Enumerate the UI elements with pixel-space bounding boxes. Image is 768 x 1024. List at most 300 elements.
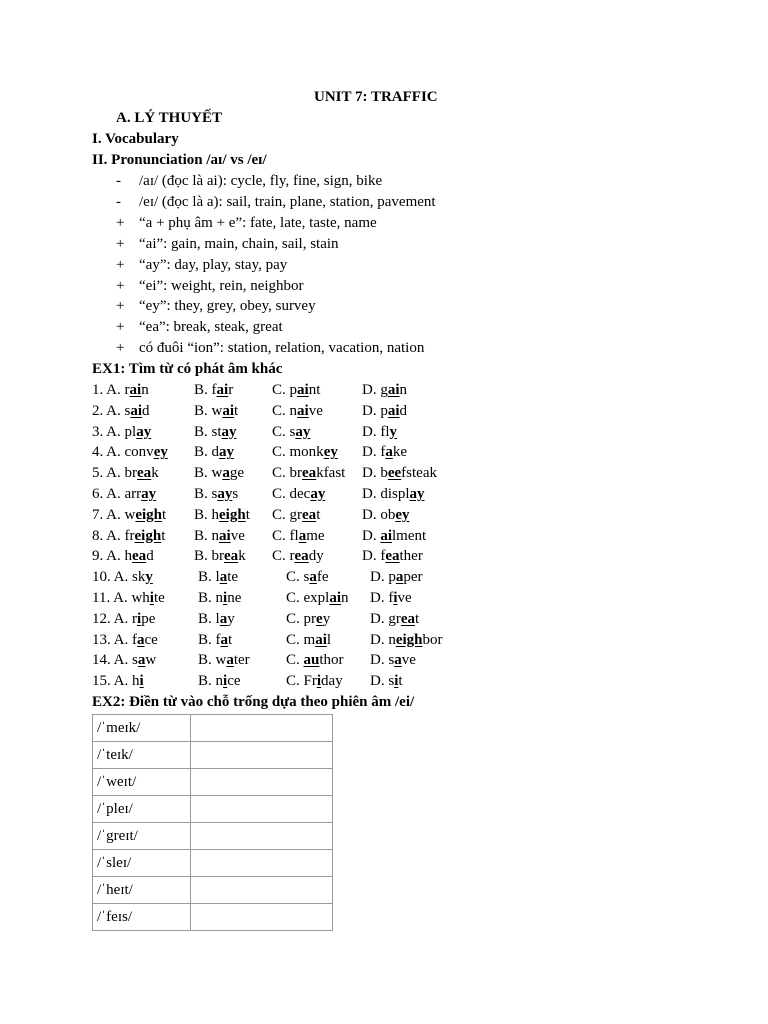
word-part: day [321,673,343,690]
word-part: displ [380,486,410,502]
option-letter: B. [198,569,216,586]
word-part: s [303,569,310,586]
option-letter: 9. A. [92,548,125,565]
option-letter: B. [194,548,212,565]
option-letter: C. [286,610,304,627]
ex1-option [370,631,443,649]
word-part: r [228,382,234,398]
option-letter: B. [198,631,216,648]
ex2-table [92,714,333,931]
underlined-sound: ea [224,548,239,565]
ex1-option [92,527,165,545]
ex1-option [92,381,149,399]
option-letter: C. [286,652,304,669]
word-part: n [289,402,298,419]
underlined-sound: ea [294,548,309,565]
underlined-sound: ai [130,402,143,419]
word-part: f [215,631,221,648]
word-part: b [380,465,388,482]
option-letter: 12. A. [92,610,133,627]
pron-item-text: “a + phụ âm + e”: fate, late, taste, name [139,214,377,231]
underlined-sound: ai [329,590,342,606]
word-part: per [403,569,423,586]
word-part: s [232,486,239,502]
underlined-sound: ay [219,444,235,461]
ex2-row [93,850,333,877]
option-letter: D. [362,548,381,565]
word-part: fr [124,527,135,544]
ipa-cell: /ˈgreɪt/ [93,823,191,850]
ex1-option [370,568,423,586]
option-letter: B. [198,610,216,627]
word-part: t [161,527,166,544]
word-part: Fr [303,673,317,690]
underlined-sound: i [316,673,322,690]
ex1-option [286,631,331,649]
word-part: t [415,610,420,627]
ipa-cell: /ˈpleɪ/ [93,796,191,823]
underlined-sound: ee [387,465,402,482]
word-part: k [151,465,159,482]
word-part: te [153,590,165,606]
option-letter: D. [370,673,389,690]
option-letter: D. [362,527,381,544]
underlined-sound: i [139,673,144,690]
underlined-sound: ea [400,610,416,627]
word-part: s [211,486,218,502]
option-letter: 14. A. [92,652,133,669]
word-part: ve [230,527,245,544]
ex1-option [92,547,154,565]
ex1-heading: EX1: Tìm từ có phát âm khác [92,361,283,377]
ex1-option [198,610,235,628]
page-title: UNIT 7: TRAFFIC [314,89,438,105]
option-letter: C. [272,486,290,502]
pron-item-text: có đuôi “ion”: station, relation, vacation, nation [139,340,425,357]
ex1-option [92,651,156,669]
word-part: ge [229,465,245,482]
underlined-sound: a [137,652,146,669]
word-part: fl [289,527,299,544]
pron-item-text: “ay”: day, play, stay, pay [139,256,288,273]
ex1-option [272,527,325,545]
option-letter: C. [272,465,290,482]
option-letter: 5. A. [92,465,125,482]
option-letter: B. [198,652,216,669]
word-part: expl [303,590,330,606]
word-part: ke [392,444,408,461]
ex1-option [194,527,245,545]
word-part: fl [380,423,390,440]
word-part: t [228,631,233,648]
underlined-sound: ey [153,444,168,461]
option-letter: B. [198,590,216,606]
option-letter: 6. A. [92,486,125,502]
word-part: f [380,444,386,461]
word-part: wh [131,590,150,606]
underlined-sound: ai [129,382,142,398]
word-part: g [380,382,388,398]
underlined-sound: y [389,423,398,440]
ex2-row [93,796,333,823]
word-part: te [227,569,239,586]
pron-bullet: + [116,235,125,252]
answer-cell[interactable] [191,877,333,904]
word-part: l [215,569,220,586]
option-letter: D. [362,382,381,398]
word-part: d [399,402,408,419]
word-part: ce [144,631,158,648]
underlined-sound: ea [302,506,317,523]
ex1-option [272,485,325,503]
word-part: gr [289,506,303,523]
ipa-cell: /ˈmeɪk/ [93,715,191,742]
underlined-sound: a [219,610,228,627]
word-part: n [215,673,224,690]
word-part: l [326,631,332,648]
pron-bullet: + [116,298,125,315]
underlined-sound: ea [385,548,400,565]
word-part: t [398,673,403,690]
ex1-option [362,381,407,399]
underlined-sound: i [149,590,154,606]
ex2-row [93,742,333,769]
ex1-option [194,506,250,524]
answer-cell[interactable] [191,850,333,877]
option-letter: D. [370,652,389,669]
underlined-sound: ai [216,382,229,398]
word-part: h [124,548,133,565]
ex1-option [194,485,238,503]
option-letter: 10. A. [92,569,133,586]
word-part: p [289,382,298,398]
word-part: w [145,652,157,669]
word-part: kfast [316,465,346,482]
ex2-row [93,769,333,796]
underlined-sound: ai [297,382,309,398]
word-part: ther [399,548,423,565]
pron-bullet: + [116,256,125,273]
option-letter: 8. A. [92,527,125,544]
pron-item-text: /aɪ/ (đọc là ai): cycle, fly, fine, sign, bike [139,173,383,189]
word-part: m [303,631,316,648]
word-part: ve [397,590,412,606]
ex1-option [370,672,403,690]
ex1-option [362,423,397,441]
ex1-option [286,568,329,586]
word-part: thor [319,652,344,669]
underlined-sound: a [226,652,234,669]
ex1-option [370,589,412,607]
option-letter: D. [362,402,381,419]
option-letter: B. [198,673,216,690]
word-part: t [162,506,167,523]
ex2-row [93,877,333,904]
word-part: w [211,465,223,482]
pron-item-text: “ei”: weight, rein, neighbor [139,277,304,294]
word-part: fe [316,569,329,586]
word-part: sk [132,569,146,586]
word-part: r [289,548,295,565]
underlined-sound: ea [137,465,152,482]
word-part: s [124,402,131,419]
underlined-sound: e [316,610,323,627]
ipa-cell: /ˈweɪt/ [93,769,191,796]
word-part: n [215,590,224,606]
ex1-option [362,506,410,524]
option-letter: 4. A. [92,444,125,461]
ex1-option [286,610,330,628]
word-part: monk [289,444,324,461]
option-letter: 2. A. [92,402,125,419]
option-letter: B. [194,423,212,440]
ex1-option [272,381,320,399]
option-letter: C. [286,631,304,648]
ex1-option [370,610,419,628]
word-part: pl [124,423,137,440]
underlined-sound: eigh [135,506,163,523]
word-part: ne [227,590,242,606]
underlined-sound: a [137,631,145,648]
underlined-sound: a [394,652,402,669]
ex1-option [286,672,343,690]
ex2-heading: EX2: Điền từ vào chỗ trống dựa theo phiên âm /ei/ [92,694,415,710]
option-letter: C. [272,548,290,565]
option-letter: 11. A. [92,590,132,606]
option-letter: D. [370,610,389,627]
pronunciation-heading: II. Pronunciation /aɪ/ vs /eɪ/ [92,152,267,168]
ex1-option [272,443,338,461]
ex1-option [272,402,323,420]
ex1-option [194,423,237,441]
ex1-option [198,631,232,649]
underlined-sound: eigh [395,631,423,648]
word-part: ve [401,652,416,669]
word-part: f [211,382,217,398]
answer-cell[interactable] [191,715,333,742]
ex1-option [92,568,153,586]
answer-cell[interactable] [191,904,333,931]
word-part: p [388,569,396,586]
option-letter: C. [286,590,304,606]
word-part: s [132,652,138,669]
word-part: br [124,465,138,482]
word-part: me [306,527,325,544]
ex1-option [92,402,150,420]
pron-bullet: - [116,193,121,210]
underlined-sound: ay [295,423,311,440]
word-part: f [132,631,138,648]
option-letter: 15. A. [92,673,133,690]
ex1-option [286,589,349,607]
underlined-sound: a [395,569,404,586]
option-letter: C. [286,569,304,586]
word-part: s [388,652,395,669]
answer-cell[interactable] [191,823,333,850]
underlined-sound: a [385,444,393,461]
word-part: l [215,610,220,627]
option-letter: B. [194,486,212,502]
pron-bullet: + [116,214,125,231]
option-letter: 7. A. [92,506,125,523]
option-letter: 3. A. [92,423,125,440]
word-part: h [211,506,220,523]
underlined-sound: a [219,569,228,586]
ex2-row [93,823,333,850]
word-part: w [215,652,227,669]
word-part: s [388,673,395,690]
ex2-row [93,904,333,931]
underlined-sound: a [309,569,317,586]
pron-bullet: + [116,319,125,336]
word-part: r [132,610,138,627]
ex1-option [198,672,241,690]
option-letter: B. [194,444,212,461]
word-part: dy [308,548,324,565]
word-part: w [211,402,223,419]
underlined-sound: ay [217,486,233,502]
answer-cell[interactable] [191,796,333,823]
option-letter: D. [362,423,381,440]
ex1-option [198,568,238,586]
word-part: arr [124,486,142,502]
word-part: n [388,631,396,648]
answer-cell[interactable] [191,769,333,796]
vocabulary-heading: I. Vocabulary [92,131,179,147]
word-part: t [245,506,250,523]
underlined-sound: ea [132,548,147,565]
word-part: nt [308,382,321,398]
option-letter: C. [272,382,290,398]
pron-bullet: + [116,277,125,294]
option-letter: D. [370,631,389,648]
word-part: p [380,402,388,419]
word-part: y [227,610,235,627]
word-part: t [234,402,239,419]
ex1-option [194,464,244,482]
ex1-option [362,485,425,503]
ex1-option [92,672,144,690]
pron-bullet: - [116,173,121,189]
word-part: lment [392,527,427,544]
word-part: d [211,444,220,461]
word-part: y [322,610,331,627]
pron-item-text: “ea”: break, steak, great [139,319,283,336]
ex1-option [92,589,165,607]
pron-item-text: /eɪ/ (đọc là a): sail, train, plane, station, pavement [139,193,436,210]
underlined-sound: i [223,590,228,606]
word-part: f [380,548,386,565]
option-letter: C. [272,527,290,544]
ex1-option [194,381,233,399]
word-part: d [146,548,154,565]
ex1-option [92,610,155,628]
word-part: pr [303,610,317,627]
ipa-cell: /ˈteɪk/ [93,742,191,769]
underlined-sound: ay [141,486,157,502]
ex1-option [198,589,241,607]
ipa-cell: /ˈfeɪs/ [93,904,191,931]
ex1-option [362,464,437,482]
underlined-sound: i [137,610,142,627]
pron-item-text: “ai”: gain, main, chain, sail, stain [139,235,339,252]
option-letter: D. [370,569,389,586]
underlined-sound: eigh [134,527,162,544]
option-letter: C. [272,444,290,461]
word-part: n [141,382,149,398]
underlined-sound: eigh [219,506,246,523]
word-part: dec [289,486,311,502]
word-part: fsteak [401,465,437,482]
underlined-sound: a [222,465,230,482]
underlined-sound: ay [310,486,326,502]
option-letter: B. [194,402,212,419]
underlined-sound: y [145,569,153,586]
section-a-heading: A. LÝ THUYẾT [116,110,222,126]
ipa-cell: /ˈsleɪ/ [93,850,191,877]
option-letter: D. [362,486,381,502]
ex1-option [272,464,345,482]
underlined-sound: ey [323,444,338,461]
ex1-option [362,443,407,461]
underlined-sound: ai [315,631,327,648]
ex1-option [92,423,151,441]
underlined-sound: au [303,652,320,669]
ex1-option [370,651,416,669]
word-part: ob [380,506,396,523]
word-part: t [316,506,321,523]
ex1-option [272,547,324,565]
pron-item-text: “ey”: they, grey, obey, survey [139,298,316,315]
underlined-sound: i [223,673,228,690]
answer-cell[interactable] [191,742,333,769]
word-part: r [124,382,130,398]
word-part: ve [308,402,323,419]
option-letter: D. [362,465,381,482]
option-letter: D. [362,444,381,461]
word-part: pe [141,610,156,627]
option-letter: C. [286,673,304,690]
ex1-option [92,485,156,503]
word-part: ter [233,652,250,669]
underlined-sound: ai [380,527,393,544]
ex1-option [198,651,250,669]
ex2-row [93,715,333,742]
ex1-option [194,547,246,565]
underlined-sound: ay [136,423,152,440]
option-letter: B. [194,382,212,398]
underlined-sound: ay [409,486,425,502]
option-letter: B. [194,527,212,544]
ex1-option [92,443,168,461]
ex1-option [92,464,159,482]
word-part: ce [227,673,241,690]
word-part: st [211,423,222,440]
word-part: f [388,590,394,606]
word-part: br [289,465,303,482]
ex1-option [272,506,320,524]
word-part: k [238,548,246,565]
ex1-option [194,402,238,420]
underlined-sound: ai [219,527,231,544]
word-part: d [142,402,150,419]
underlined-sound: ai [222,402,235,419]
word-part: gr [388,610,401,627]
pron-bullet: + [116,340,125,357]
word-part: w [124,506,136,523]
underlined-sound: a [220,631,229,648]
ex1-option [194,443,234,461]
